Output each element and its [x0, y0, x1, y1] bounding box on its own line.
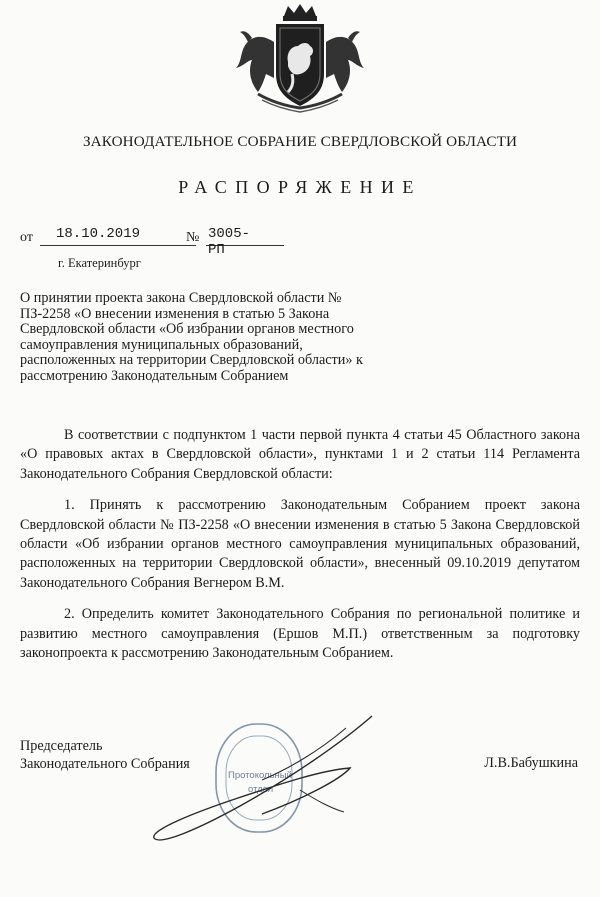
date-label: от — [20, 230, 33, 245]
item-2-paragraph: 2. Определить комитет Законодательного Собрания по региональной политике и развитию местного самоуправления (Ершов М.П.) ответственным за подготовку законопроекта к рассмотрению Законодательным Собранием. — [20, 606, 580, 662]
document-date: 18.10.2019 — [56, 226, 141, 242]
stamp-text-line-2: отдел — [248, 784, 274, 795]
document-subject: О принятии проекта закона Свердловской области № ПЗ-2258 «О внесении изменения в статью 5 Закона Свердловской области «Об избрании органов местного самоуправления муниципальных образований, расположенных на территории Свердловской области» к рассмотрению Законодательным Собранием — [20, 290, 363, 384]
stamp-text-line-1: Протокольный — [228, 770, 292, 781]
signatory-position — [20, 737, 190, 773]
preamble-paragraph: В соответствии с подпунктом 1 части первой пункта 4 статьи 45 Областного закона «О правовых актах в Свердловской области», пунктами 1 и 2 статьи 114 Регламента Законодательного Собрания Свердловской области: — [20, 427, 580, 482]
signatory-name: Л.В.Бабушкина — [484, 755, 578, 771]
date-underline — [40, 245, 196, 246]
city: г. Екатеринбург — [58, 256, 141, 270]
position-line-1: Председатель — [20, 738, 103, 754]
document-type: РАСПОРЯЖЕНИЕ — [178, 177, 422, 197]
position-line-2: Законодательного Собрания — [20, 756, 190, 772]
coat-of-arms-icon — [222, 2, 378, 114]
organization-title: ЗАКОНОДАТЕЛЬНОЕ СОБРАНИЕ СВЕРДЛОВСКОЙ ОБЛАСТИ — [82, 133, 518, 150]
item-1-paragraph: 1. Принять к рассмотрению Законодательным Собранием проект закона Свердловской области № ПЗ-2258 «О внесении изменения в статью 5 Закона Свердловской области «Об избрании органов местного самоуправления муниципальных образований, расположенных на территории Свердловской области», внесенный 09.10.2019 депутатом Законодательного Собрания Вегнером В.М. — [20, 497, 580, 591]
document-body — [20, 426, 580, 675]
document-number: 3005-РП — [208, 226, 251, 258]
number-label: № — [186, 230, 200, 245]
